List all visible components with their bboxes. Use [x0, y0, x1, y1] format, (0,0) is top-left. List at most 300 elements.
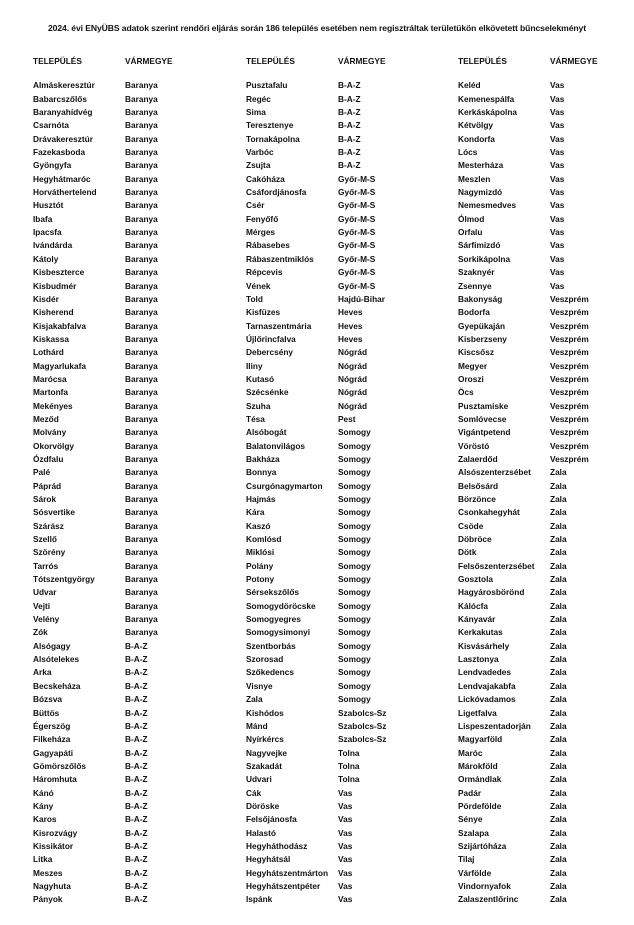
- table-row: [458, 360, 597, 373]
- county-name: Vas: [550, 253, 565, 264]
- settlement-name: Vindornyafok: [458, 880, 511, 891]
- county-name: Baranya: [125, 440, 158, 451]
- county-name: Vas: [338, 894, 353, 905]
- table-row: [246, 280, 386, 293]
- settlement-name: Kiskassa: [33, 333, 69, 344]
- table-row: [458, 493, 597, 506]
- table-row: [458, 453, 597, 466]
- settlement-name: Cák: [246, 787, 262, 798]
- settlement-name: Csarnóta: [33, 120, 69, 131]
- settlement-name: Gömörszőlős: [33, 760, 87, 771]
- county-name: Heves: [338, 333, 363, 344]
- table-row: [246, 306, 386, 319]
- settlement-name: Égerszög: [33, 720, 71, 731]
- settlement-name: Szakadát: [246, 760, 282, 771]
- settlement-name: Hajmás: [246, 494, 276, 504]
- county-name: Veszprém: [550, 320, 589, 331]
- settlement-name: Vének: [246, 280, 271, 291]
- settlement-name: Sorkikápolna: [458, 253, 511, 264]
- county-name: B-A-Z: [125, 894, 148, 905]
- table-row: [246, 853, 386, 866]
- settlement-name: Újlőrincfalva: [246, 333, 296, 344]
- settlement-name: Vöröstó: [458, 440, 490, 451]
- county-name: B-A-Z: [125, 667, 148, 678]
- settlement-name: Karos: [33, 814, 57, 825]
- county-name: Zala: [550, 880, 567, 891]
- county-name: B-A-Z: [125, 787, 148, 798]
- county-name: Baranya: [125, 587, 158, 598]
- settlement-name: Rábasebes: [246, 240, 290, 251]
- settlement-name: Sénye: [458, 814, 483, 825]
- table-row: [458, 680, 597, 693]
- table-row: [246, 800, 386, 813]
- settlement-name: Almáskeresztúr: [33, 80, 95, 91]
- settlement-name: Mekényes: [33, 400, 73, 411]
- county-name: Zala: [550, 867, 567, 878]
- settlement-name: Kára: [246, 507, 265, 518]
- table-row: [458, 546, 597, 559]
- table-row: [458, 400, 597, 413]
- table-row: [33, 159, 172, 172]
- table-row: [458, 600, 597, 613]
- settlement-name: Kisjakabfalva: [33, 320, 87, 331]
- table-row: [458, 813, 597, 826]
- county-name: Baranya: [125, 307, 158, 318]
- county-name: Zala: [550, 480, 567, 491]
- settlement-name: Sósvertike: [33, 507, 75, 518]
- county-name: Zala: [550, 814, 567, 825]
- table-row: [33, 119, 172, 132]
- county-name: Zala: [550, 720, 567, 731]
- county-name: Baranya: [125, 147, 158, 158]
- settlement-name: Szárász: [33, 520, 64, 531]
- county-name: Baranya: [125, 80, 158, 91]
- settlement-name: Belsősárd: [458, 480, 499, 491]
- table-row: [458, 573, 597, 586]
- table-row: [458, 613, 597, 626]
- county-name: Somogy: [338, 534, 371, 545]
- table-row: [246, 360, 386, 373]
- settlement-name: Nemesmedves: [458, 200, 517, 211]
- table-row: [458, 266, 597, 279]
- settlement-name: Szorosad: [246, 654, 284, 665]
- county-name: Zala: [550, 827, 567, 838]
- settlement-name: Ibafa: [33, 213, 53, 224]
- county-name: Somogy: [338, 680, 371, 691]
- table-row: [246, 466, 386, 479]
- settlement-name: Szőkedencs: [246, 667, 294, 678]
- table-row: [33, 800, 172, 813]
- settlement-name: Alsószenterzsébet: [458, 467, 531, 478]
- settlement-name: Regéc: [246, 93, 271, 104]
- settlement-name: Zsennye: [458, 280, 492, 291]
- county-name: Veszprém: [550, 427, 589, 438]
- county-name: Baranya: [125, 267, 158, 278]
- county-name: Baranya: [125, 173, 158, 184]
- table-row: [246, 693, 386, 706]
- county-name: Zala: [550, 680, 567, 691]
- county-name: Vas: [550, 213, 565, 224]
- county-name: Győr-M-S: [338, 213, 376, 224]
- settlement-name: Öcs: [458, 387, 474, 398]
- table-row: [246, 173, 386, 186]
- header-county: VÁRMEGYE: [550, 56, 598, 66]
- county-name: Baranya: [125, 574, 158, 585]
- settlement-name: Szijártóháza: [458, 840, 507, 851]
- county-name: Baranya: [125, 133, 158, 144]
- settlement-name: Zók: [33, 627, 48, 638]
- settlement-name: Ipacsfa: [33, 227, 62, 238]
- county-name: Somogy: [338, 494, 371, 504]
- settlement-name: Balatonvilágos: [246, 440, 306, 451]
- settlement-name: Velény: [33, 614, 60, 625]
- table-row: [246, 199, 386, 212]
- settlement-name: Tilaj: [458, 854, 475, 865]
- table-row: [33, 280, 172, 293]
- county-name: Somogy: [338, 520, 371, 531]
- county-name: Baranya: [125, 547, 158, 558]
- settlement-name: Iliny: [246, 360, 263, 371]
- settlement-name: Kerkakutas: [458, 627, 503, 638]
- table-row: [458, 159, 597, 172]
- county-name: Vas: [338, 854, 353, 865]
- county-name: B-A-Z: [125, 774, 148, 785]
- settlement-name: Alsótelekes: [33, 654, 80, 665]
- table-row: [33, 560, 172, 573]
- table-row: [246, 586, 386, 599]
- settlement-name: Tarrós: [33, 560, 59, 571]
- settlement-name: Kondorfa: [458, 133, 495, 144]
- settlement-name: Kerkáskápolna: [458, 107, 518, 118]
- county-name: B-A-Z: [125, 720, 148, 731]
- settlement-name: Hagyárosbörönd: [458, 587, 525, 598]
- county-name: Somogy: [338, 480, 371, 491]
- table-row: [246, 640, 386, 653]
- header-settlement: TELEPÜLÉS: [458, 56, 507, 66]
- table-row: [33, 333, 172, 346]
- table-row: [33, 386, 172, 399]
- settlement-name: Drávakeresztúr: [33, 133, 93, 144]
- settlement-name: Tarnaszentmária: [246, 320, 312, 331]
- table-row: [246, 293, 386, 306]
- table-row: [246, 760, 386, 773]
- table-row: [33, 106, 172, 119]
- table-row: [246, 506, 386, 519]
- county-name: Zala: [550, 494, 567, 504]
- county-name: Baranya: [125, 560, 158, 571]
- table-row: [458, 720, 597, 733]
- settlement-name: Miklósi: [246, 547, 275, 558]
- county-name: Baranya: [125, 187, 158, 198]
- table-row: [458, 293, 597, 306]
- county-name: Veszprém: [550, 400, 589, 411]
- county-name: B-A-Z: [338, 107, 361, 118]
- table-row: [33, 787, 172, 800]
- county-name: Vas: [550, 173, 565, 184]
- settlement-name: Debercsény: [246, 347, 294, 358]
- county-name: Baranya: [125, 107, 158, 118]
- settlement-name: Pördefölde: [458, 800, 502, 811]
- settlement-name: Magyarlukafa: [33, 360, 87, 371]
- settlement-name: Ligetfalva: [458, 707, 497, 718]
- table-row: [246, 480, 386, 493]
- table-row: [33, 293, 172, 306]
- table-row: [246, 413, 386, 426]
- county-name: Somogy: [338, 587, 371, 598]
- table-row: [458, 186, 597, 199]
- table-row: [458, 466, 597, 479]
- settlement-name: Nyírkércs: [246, 734, 284, 745]
- table-row: [33, 226, 172, 239]
- settlement-name: Lasztonya: [458, 654, 499, 665]
- table-row: [458, 386, 597, 399]
- settlement-name: Döbröce: [458, 534, 492, 545]
- county-name: Vas: [550, 147, 565, 158]
- county-name: Tolna: [338, 760, 360, 771]
- county-name: Zala: [550, 800, 567, 811]
- table-column-3: [458, 55, 597, 907]
- county-name: Baranya: [125, 240, 158, 251]
- county-name: Zala: [550, 747, 567, 758]
- county-name: Zala: [550, 560, 567, 571]
- table-row: [246, 226, 386, 239]
- table-row: [458, 707, 597, 720]
- header-settlement: TELEPÜLÉS: [33, 56, 82, 66]
- table-row: [458, 306, 597, 319]
- table-row: [458, 747, 597, 760]
- settlement-name: Fenyőfő: [246, 213, 279, 224]
- settlement-name: Kutasó: [246, 373, 275, 384]
- settlement-name: Szalapa: [458, 827, 489, 838]
- table-row: [246, 493, 386, 506]
- county-name: B-A-Z: [125, 707, 148, 718]
- settlement-name: Gagyapáti: [33, 747, 74, 758]
- settlement-name: Szellő: [33, 534, 57, 545]
- settlement-name: Csöde: [458, 520, 484, 531]
- settlement-name: Kisvásárhely: [458, 640, 510, 651]
- table-row: [246, 213, 386, 226]
- settlement-name: Zalaerdőd: [458, 453, 498, 464]
- county-name: Baranya: [125, 347, 158, 358]
- settlement-name: Kányavár: [458, 614, 496, 625]
- settlement-name: Kissikátor: [33, 840, 74, 851]
- county-name: Vas: [550, 280, 565, 291]
- table-row: [33, 146, 172, 159]
- table-row: [246, 787, 386, 800]
- settlement-name: Felsőjánosfa: [246, 814, 297, 825]
- settlement-name: Lendvajakabfa: [458, 680, 516, 691]
- settlement-name: Döröske: [246, 800, 280, 811]
- settlement-name: Szécsénke: [246, 387, 289, 398]
- table-row: [33, 440, 172, 453]
- county-name: Vas: [338, 880, 353, 891]
- table-row: [246, 546, 386, 559]
- table-row: [33, 493, 172, 506]
- settlement-name: Lócs: [458, 147, 478, 158]
- settlement-name: Hegyháthodász: [246, 840, 308, 851]
- table-row: [458, 520, 597, 533]
- settlement-name: Kány: [33, 800, 54, 811]
- table-row: [458, 560, 597, 573]
- table-column-1: [33, 55, 172, 907]
- table-row: [246, 119, 386, 132]
- county-name: Szabolcs-Sz: [338, 707, 387, 718]
- county-name: Zala: [550, 654, 567, 665]
- county-name: Zala: [550, 507, 567, 518]
- county-name: Baranya: [125, 200, 158, 211]
- settlement-name: Megyer: [458, 360, 488, 371]
- county-name: Zala: [550, 587, 567, 598]
- settlement-name: Meződ: [33, 413, 59, 424]
- settlement-name: Csáfordjánosfa: [246, 187, 307, 198]
- table-row: [33, 720, 172, 733]
- settlement-name: Zalaszentlőrinc: [458, 894, 519, 905]
- county-name: Vas: [338, 787, 353, 798]
- settlement-name: Martonfa: [33, 387, 69, 398]
- county-name: Baranya: [125, 333, 158, 344]
- table-row: [33, 79, 172, 92]
- county-name: Veszprém: [550, 413, 589, 424]
- settlement-name: Kisherend: [33, 307, 74, 318]
- table-row: [458, 733, 597, 746]
- settlement-name: Maróc: [458, 747, 483, 758]
- county-name: Vas: [550, 107, 565, 118]
- county-name: Szabolcs-Sz: [338, 734, 387, 745]
- county-name: Vas: [550, 200, 565, 211]
- settlement-name: Tótszentgyörgy: [33, 574, 95, 585]
- county-name: B-A-Z: [338, 93, 361, 104]
- settlement-name: Litka: [33, 854, 53, 865]
- settlement-name: Szuha: [246, 400, 271, 411]
- table-row: [246, 93, 386, 106]
- column-header-row: [458, 55, 597, 68]
- table-row: [33, 520, 172, 533]
- county-name: Zala: [550, 534, 567, 545]
- table-row: [246, 813, 386, 826]
- settlement-name: Bodorfa: [458, 307, 490, 318]
- table-row: [458, 653, 597, 666]
- settlement-name: Told: [246, 293, 263, 304]
- county-name: Veszprém: [550, 440, 589, 451]
- county-name: Baranya: [125, 227, 158, 238]
- settlement-name: Dötk: [458, 547, 477, 558]
- county-name: Vas: [338, 800, 353, 811]
- table-row: [33, 253, 172, 266]
- settlement-name: Lickóvadamos: [458, 694, 516, 705]
- county-name: Vas: [550, 93, 565, 104]
- settlement-name: Oroszi: [458, 373, 484, 384]
- county-name: Somogy: [338, 440, 371, 451]
- table-row: [33, 680, 172, 693]
- table-row: [33, 586, 172, 599]
- table-row: [246, 707, 386, 720]
- county-name: Baranya: [125, 280, 158, 291]
- county-name: Vas: [550, 133, 565, 144]
- table-row: [458, 239, 597, 252]
- county-name: B-A-Z: [125, 640, 148, 651]
- settlement-name: Kátoly: [33, 253, 59, 264]
- header-settlement: TELEPÜLÉS: [246, 56, 295, 66]
- county-name: Győr-M-S: [338, 200, 376, 211]
- table-row: [246, 626, 386, 639]
- table-row: [33, 546, 172, 559]
- county-name: Somogy: [338, 667, 371, 678]
- settlement-name: Kisbeszterce: [33, 267, 85, 278]
- county-name: Zala: [550, 894, 567, 905]
- table-row: [33, 613, 172, 626]
- table-row: [33, 133, 172, 146]
- table-row: [246, 893, 386, 906]
- county-name: Vas: [550, 240, 565, 251]
- settlement-name: Okorvölgy: [33, 440, 75, 451]
- table-row: [246, 613, 386, 626]
- settlement-name: Csér: [246, 200, 265, 211]
- table-row: [33, 880, 172, 893]
- settlement-name: Mesterháza: [458, 160, 504, 171]
- table-row: [33, 199, 172, 212]
- county-name: B-A-Z: [338, 120, 361, 131]
- county-name: Zala: [550, 520, 567, 531]
- county-name: Veszprém: [550, 453, 589, 464]
- settlement-name: Zala: [246, 694, 263, 705]
- table-row: [33, 346, 172, 359]
- table-row: [458, 320, 597, 333]
- table-row: [458, 213, 597, 226]
- county-name: Zala: [550, 774, 567, 785]
- county-name: B-A-Z: [125, 654, 148, 665]
- table-row: [246, 680, 386, 693]
- county-name: Zala: [550, 614, 567, 625]
- county-name: Nógrád: [338, 347, 368, 358]
- table-row: [33, 653, 172, 666]
- county-name: B-A-Z: [338, 160, 361, 171]
- table-row: [246, 520, 386, 533]
- table-column-2: [246, 55, 386, 907]
- county-name: Veszprém: [550, 360, 589, 371]
- table-row: [458, 586, 597, 599]
- settlement-name: Sérsekszőlős: [246, 587, 300, 598]
- county-name: Vas: [338, 827, 353, 838]
- settlement-name: Padár: [458, 787, 482, 798]
- table-row: [33, 747, 172, 760]
- county-name: Tolna: [338, 774, 360, 785]
- table-row: [458, 333, 597, 346]
- table-row: [458, 893, 597, 906]
- table-row: [458, 280, 597, 293]
- table-row: [33, 320, 172, 333]
- table-row: [246, 600, 386, 613]
- document-title: 2024. évi ENyÜBS adatok szerint rendőri eljárás során 186 település esetében nem regisztráltak területükön elkövetett bűncselekményt: [48, 23, 586, 33]
- county-name: Nógrád: [338, 400, 368, 411]
- table-row: [458, 413, 597, 426]
- table-row: [458, 840, 597, 853]
- table-row: [246, 239, 386, 252]
- table-row: [458, 119, 597, 132]
- settlement-name: Szörény: [33, 547, 66, 558]
- settlement-name: Sárok: [33, 494, 57, 504]
- table-row: [458, 79, 597, 92]
- settlement-name: Tésa: [246, 413, 265, 424]
- settlement-name: Meszlen: [458, 173, 491, 184]
- settlement-name: Kisberzseny: [458, 333, 507, 344]
- county-name: Somogy: [338, 547, 371, 558]
- table-row: [33, 773, 172, 786]
- county-name: Baranya: [125, 614, 158, 625]
- table-row: [33, 506, 172, 519]
- county-name: B-A-Z: [125, 880, 148, 891]
- table-row: [246, 733, 386, 746]
- table-row: [33, 813, 172, 826]
